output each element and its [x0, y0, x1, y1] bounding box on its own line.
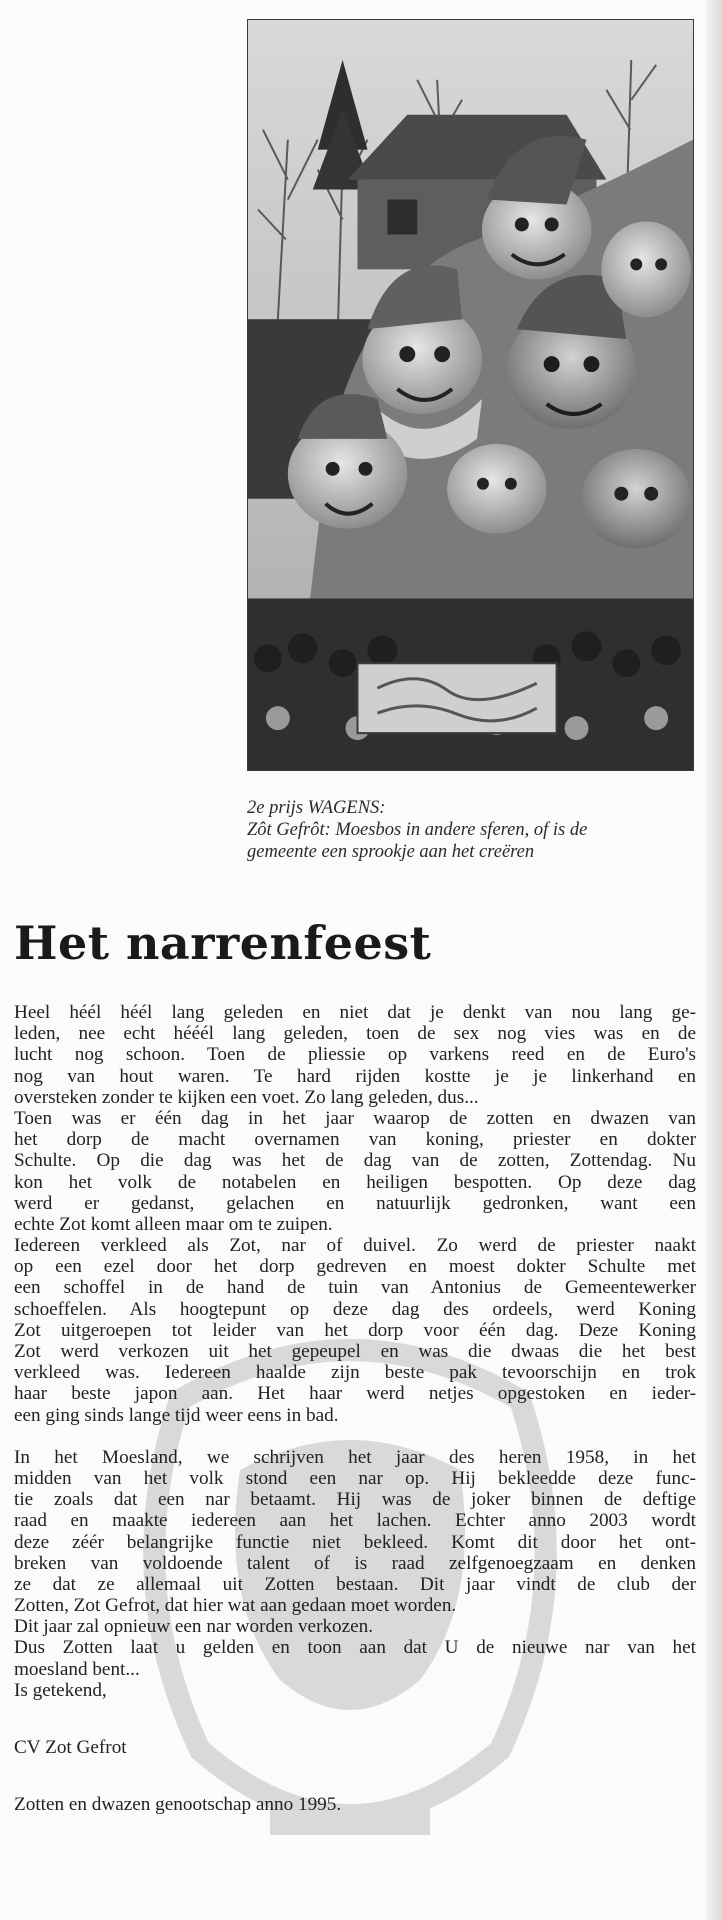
caption-line: 2e prijs WAGENS: [247, 798, 386, 818]
text-line: ze dat ze allemaal uit Zotten bestaan. Dit jaar vindt de club der [14, 1573, 696, 1595]
text-line: echte Zot komt alleen maar om te zuipen. [14, 1213, 333, 1235]
paragraph-gap [14, 1701, 696, 1737]
article-body [14, 1002, 696, 1815]
caption-line: gemeente een sprookje aan het creëren [247, 842, 535, 862]
text-line: In het Moesland, we schrijven het jaar des heren 1958, in het [14, 1446, 696, 1468]
text-line: nog van hout waren. Te hard rijden kostte je je linkerhand en [14, 1065, 696, 1087]
caption-line: Zôt Gefrôt: Moesbos in andere sferen, of is de [247, 820, 588, 840]
text-line: Zot uitgeroepen tot leider van het dorp voor één dag. Deze Koning [14, 1319, 696, 1341]
paragraph-gap [14, 1426, 696, 1447]
text-line: Dit jaar zal opnieuw een nar worden verkozen. [14, 1616, 374, 1638]
text-line: moesland bent... [14, 1658, 140, 1680]
text-line: werd er gedanst, gelachen en natuurlijk gedronken, want een [14, 1192, 696, 1214]
text-line: Heel héél héél lang geleden en niet dat je denkt van nou lang ge- [14, 1002, 696, 1023]
text-line: Is getekend, [14, 1679, 107, 1701]
signature: CV Zot Gefrot [14, 1737, 127, 1758]
text-line: Zotten, Zot Gefrot, dat hier wat aan gedaan moet worden. [14, 1595, 457, 1617]
text-line: op een ezel door het dorp gedreven en moest dokter Schulte met [14, 1256, 696, 1278]
text-line: schoeffelen. Als hoogtepunt op deze dag des ordeels, werd Koning [14, 1298, 696, 1320]
photo-caption [247, 797, 697, 863]
page-edge-shadow [706, 0, 722, 1920]
text-line: een ging sinds lange tijd weer eens in bad. [14, 1404, 339, 1426]
text-line: leden, nee echt hééél lang geleden, toen de sex nog vies was en de [14, 1023, 696, 1045]
text-line: kon het volk de notabelen en heiligen bespotten. Op deze dag [14, 1171, 696, 1193]
text-line: Dus Zotten laat u gelden en toon aan dat U de nieuwe nar van het [14, 1637, 696, 1659]
article-title: Het narrenfeest [14, 916, 432, 970]
paragraph-2 [14, 1447, 696, 1701]
text-line: lucht nog schoon. Toen de pliessie op varkens reed en de Euro's [14, 1044, 696, 1066]
text-line: een schoffel in de hand de tuin van Antonius de Gemeentewerker [14, 1277, 696, 1299]
paragraph-gap [14, 1758, 696, 1794]
text-line: haar beste japon aan. Het haar werd netjes opgestoken en ieder- [14, 1383, 696, 1405]
text-line: Zot werd verkozen uit het gepeupel en was die dwaas die het best [14, 1341, 696, 1362]
text-line: raad en maakte iedereen aan het lachen. Echter anno 2003 wordt [14, 1510, 696, 1532]
text-line: Schulte. Op die dag was het de dag van de zotten, Zottendag. Nu [14, 1150, 696, 1172]
text-line: tie zoals dat een nar betaamt. Hij was de joker binnen de deftige [14, 1489, 696, 1511]
footer-text: Zotten en dwazen genootschap anno 1995. [14, 1794, 342, 1816]
paragraph-1 [14, 1002, 696, 1426]
text-line: midden van het volk stond een nar op. Hij bekleedde deze func- [14, 1467, 696, 1489]
text-line: Iedereen verkleed als Zot, nar of duivel. Zo werd de priester naakt [14, 1235, 696, 1257]
text-line: het dorp de macht overnamen van koning, priester en dokter [14, 1129, 696, 1151]
text-line: verkleed was. Iedereen haalde zijn beste pak tevoorschijn en trok [14, 1362, 696, 1384]
text-line: breken van voldoende talent of is raad zelfgenoegzaam en denken [14, 1552, 696, 1574]
carnival-float-photo [247, 19, 694, 771]
text-line: oversteken zonder te kijken een voet. Zo lang geleden, dus... [14, 1086, 479, 1108]
text-line: deze zéér belangrijke functie niet bekleed. Komt dit door het ont- [14, 1531, 696, 1553]
text-line: Toen was er één dag in het jaar waarop de zotten en dwazen van [14, 1107, 696, 1129]
